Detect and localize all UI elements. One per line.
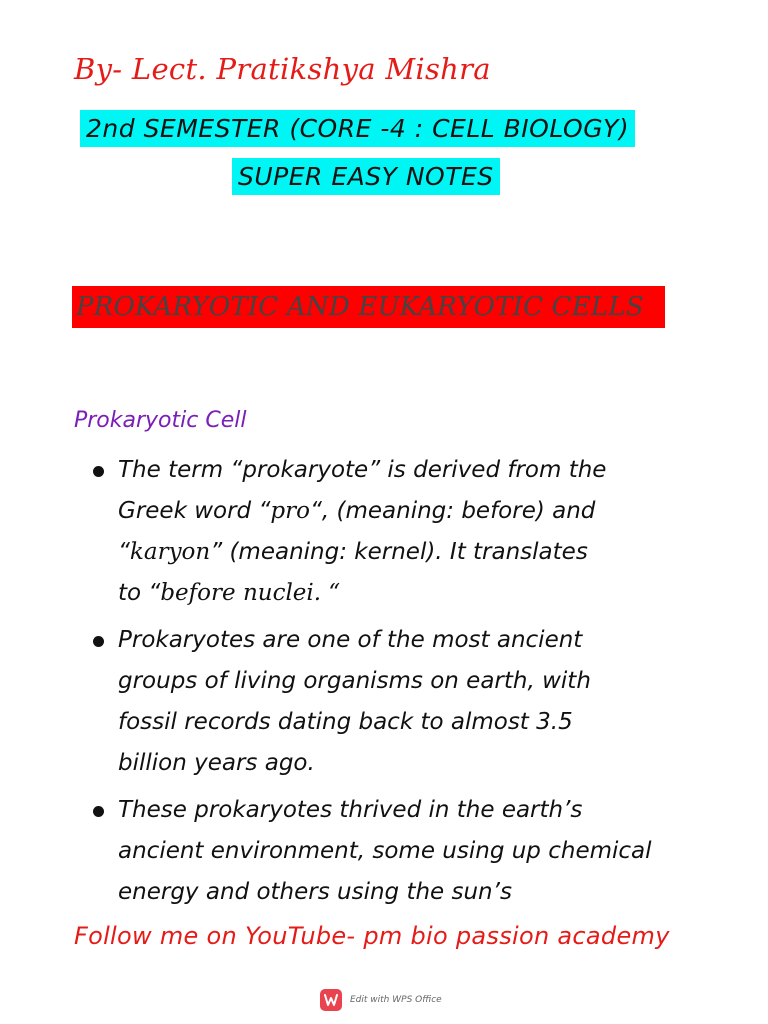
bullet-line: Prokaryotes are one of the most ancient bbox=[118, 627, 583, 653]
bullet-dot-icon bbox=[93, 806, 104, 817]
bullet-item bbox=[88, 790, 688, 913]
page-title: PROKARYOTIC AND EUKARYOTIC CELLS bbox=[76, 292, 644, 322]
text-run: The term “prokaryote” is derived from the bbox=[118, 457, 607, 483]
text-run: to “ bbox=[118, 580, 161, 606]
text-run: Greek word “ bbox=[118, 498, 271, 524]
author-line: By- Lect. Pratikshya Mishra bbox=[74, 52, 491, 86]
bullet-item bbox=[88, 620, 688, 784]
section-heading: Prokaryotic Cell bbox=[74, 408, 247, 433]
bullet-line bbox=[118, 532, 688, 573]
text-run: “ bbox=[118, 539, 130, 565]
bullet-line: groups of living organisms on earth, with bbox=[118, 668, 591, 694]
bullet-item bbox=[88, 450, 688, 614]
emphasis-term: pro bbox=[270, 498, 310, 524]
text-run: ” (meaning: kernel). It translates bbox=[210, 539, 588, 565]
bullet-line bbox=[118, 573, 688, 614]
bullet-line bbox=[118, 450, 688, 491]
bullet-line: fossil records dating back to almost 3.5 bbox=[118, 709, 573, 735]
youtube-follow-line: Follow me on YouTube- pm bio passion academy bbox=[74, 922, 670, 950]
text-run: “, (meaning: before) and bbox=[309, 498, 596, 524]
bullet-line bbox=[118, 491, 688, 532]
bullet-line: energy and others using the sun’s bbox=[118, 879, 512, 905]
emphasis-term: before nuclei. “ bbox=[160, 580, 341, 606]
bullet-line: These prokaryotes thrived in the earth’s bbox=[118, 797, 583, 823]
bullet-dot-icon bbox=[93, 636, 104, 647]
wps-edit-label[interactable]: Edit with WPS Office bbox=[350, 995, 442, 1005]
bullet-dot-icon bbox=[93, 466, 104, 477]
notes-label: SUPER EASY NOTES bbox=[232, 158, 500, 195]
emphasis-term: karyon bbox=[129, 539, 211, 565]
bullet-line: ancient environment, some using up chemical bbox=[118, 838, 652, 864]
bullet-line: billion years ago. bbox=[118, 750, 315, 776]
bullet-list bbox=[88, 450, 688, 919]
semester-heading: 2nd SEMESTER (CORE -4 : CELL BIOLOGY) bbox=[80, 110, 635, 147]
wps-office-logo-icon bbox=[320, 989, 342, 1011]
wps-edit-badge[interactable] bbox=[320, 988, 442, 1012]
